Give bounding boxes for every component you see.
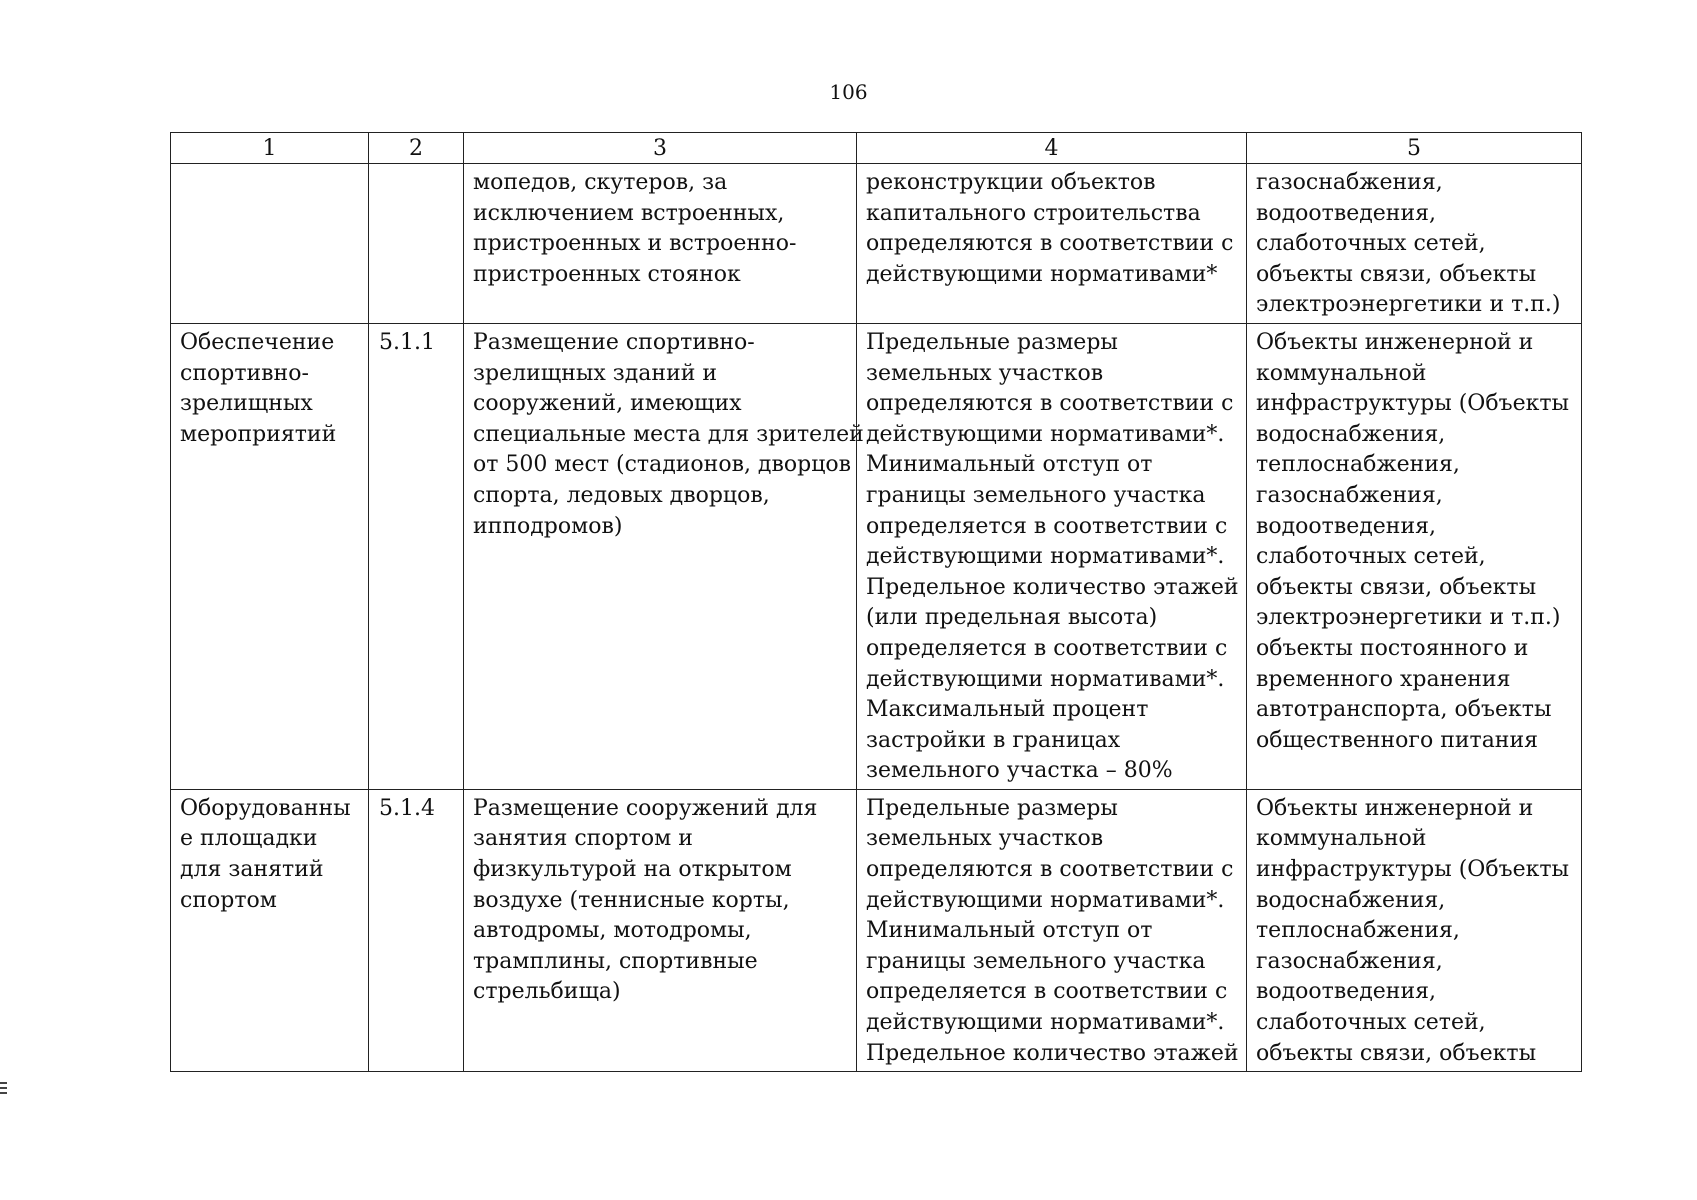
cell-text-line: зрелищных зданий и xyxy=(473,360,718,386)
cell-text-line: трамплины, спортивные xyxy=(473,948,758,974)
header-col-3: 3 xyxy=(464,133,857,164)
use-description-cell xyxy=(464,323,864,789)
use-code-cell xyxy=(369,789,464,1071)
parameters-cell xyxy=(857,323,1247,789)
cell-text-line: теплоснабжения, xyxy=(1256,452,1460,478)
auxiliary-uses-cell xyxy=(1247,789,1582,1071)
cell-text-line: пристроенных стоянок xyxy=(473,261,741,287)
cell-text-line: (или предельная высота) xyxy=(866,605,1158,631)
cell-text-line: Максимальный процент xyxy=(866,697,1149,723)
cell-text-line: газоснабжения, xyxy=(1256,948,1443,974)
cell-text-line: действующими нормативами*. xyxy=(866,421,1225,447)
cell-text-line: мероприятий xyxy=(180,421,337,447)
scan-edge-mark xyxy=(0,1082,7,1100)
cell-text-line: слаботочных сетей, xyxy=(1256,231,1486,257)
cell-text-line: действующими нормативами*. xyxy=(866,887,1225,913)
cell-text-line: для занятий xyxy=(180,857,324,883)
cell-text-line: определяются в соответствии с xyxy=(866,231,1234,257)
cell-text-line: действующими нормативами*. xyxy=(866,666,1225,692)
cell-text-line: водоотведения, xyxy=(1256,513,1437,539)
cell-text-line: Предельное количество этажей xyxy=(866,574,1239,600)
cell-text-line: е площадки xyxy=(180,826,318,852)
use-type-cell xyxy=(171,323,369,789)
cell-text-line: земельных участков xyxy=(866,826,1104,852)
cell-text-line: спорта, ледовых дворцов, xyxy=(473,482,770,508)
cell-text-line: Предельные размеры xyxy=(866,795,1118,821)
cell-text-line: слаботочных сетей, xyxy=(1256,544,1486,570)
cell-text-line: спортом xyxy=(180,887,277,913)
cell-text-line: автодромы, мотодромы, xyxy=(473,918,752,944)
header-col-5: 5 xyxy=(1247,133,1582,164)
cell-text-line: капитального строительства xyxy=(866,200,1201,226)
header-col-4: 4 xyxy=(857,133,1247,164)
cell-text-line: водоснабжения, xyxy=(1256,887,1446,913)
cell-text-line: занятия спортом и xyxy=(473,826,693,852)
cell-text-line: объекты связи, объекты xyxy=(1256,574,1537,600)
cell-text-line: спортивно- xyxy=(180,360,309,386)
cell-text-line: Предельные размеры xyxy=(866,329,1118,355)
cell-text-line: временного хранения xyxy=(1256,666,1511,692)
cell-text-line: реконструкции объектов xyxy=(866,170,1156,195)
cell-text-line: Объекты инженерной и xyxy=(1256,329,1534,355)
use-description-cell xyxy=(464,789,857,1071)
cell-text-line: коммунальной xyxy=(1256,826,1427,852)
table-row xyxy=(171,164,1582,324)
cell-text-line: Размещение спортивно- xyxy=(473,329,755,355)
cell-text-line: физкультурой на открытом xyxy=(473,857,792,883)
cell-text-line: стрельбища) xyxy=(473,979,621,1005)
table-header-row xyxy=(171,133,1582,164)
cell-text-line: объекты постоянного и xyxy=(1256,635,1529,661)
cell-text-line: газоснабжения, xyxy=(1256,170,1443,195)
cell-text-line: определяется в соответствии с xyxy=(866,635,1228,661)
auxiliary-uses-cell xyxy=(1247,164,1582,324)
cell-text-line: Предельное количество этажей xyxy=(866,1040,1239,1066)
page-number: 106 xyxy=(829,80,868,104)
cell-text-line: Объекты инженерной и xyxy=(1256,795,1534,821)
cell-text-line: водоотведения, xyxy=(1256,979,1437,1005)
cell-text-line: ипподромов) xyxy=(473,513,623,539)
cell-text-line: Минимальный отступ от xyxy=(866,452,1153,478)
cell-text-line: общественного питания xyxy=(1256,727,1539,753)
cell-text-line: зрелищных xyxy=(180,391,313,417)
parameters-cell xyxy=(857,164,1247,324)
cell-text-line: инфраструктуры (Объекты xyxy=(1256,857,1570,883)
auxiliary-uses-cell xyxy=(1247,323,1582,789)
cell-text-line: коммунальной xyxy=(1256,360,1427,386)
cell-text-line: Обеспечение xyxy=(180,329,335,355)
cell-text-line: действующими нормативами* xyxy=(866,261,1218,287)
cell-text-line: от 500 мест (стадионов, дворцов xyxy=(473,452,851,478)
cell-text-line: объекты связи, объекты xyxy=(1256,1040,1537,1066)
use-code-cell xyxy=(369,164,464,324)
cell-text-line: Оборудованны xyxy=(180,795,351,821)
use-description-cell xyxy=(464,164,857,324)
cell-text-line: специальные места для зрителей xyxy=(473,421,864,447)
cell-text-line: определяются в соответствии с xyxy=(866,391,1234,417)
zoning-table xyxy=(170,132,1582,1072)
cell-text-line: Размещение сооружений для xyxy=(473,795,818,821)
use-type-cell xyxy=(171,789,369,1071)
cell-text-line: автотранспорта, объекты xyxy=(1256,697,1552,723)
cell-text-line: действующими нормативами*. xyxy=(866,1010,1225,1036)
cell-text-line: электроэнергетики и т.п.) xyxy=(1256,605,1561,631)
cell-text-line: пристроенных и встроенно- xyxy=(473,231,797,257)
cell-text-line: земельного участка – 80% xyxy=(866,758,1173,784)
header-col-1: 1 xyxy=(171,133,369,164)
cell-text-line: земельных участков xyxy=(866,360,1104,386)
cell-text-line: границы земельного участка xyxy=(866,948,1206,974)
cell-text-line: водоснабжения, xyxy=(1256,421,1446,447)
cell-text-line: определяются в соответствии с xyxy=(866,857,1234,883)
cell-text-line: объекты связи, объекты xyxy=(1256,261,1537,287)
table-body xyxy=(171,164,1582,1072)
cell-text-line: мопедов, скутеров, за xyxy=(473,170,728,195)
cell-text-line: воздухе (теннисные корты, xyxy=(473,887,790,913)
header-col-2: 2 xyxy=(369,133,464,164)
cell-text-line: границы земельного участка xyxy=(866,482,1206,508)
parameters-cell xyxy=(857,789,1247,1071)
cell-text-line: газоснабжения, xyxy=(1256,482,1443,508)
cell-text-line: инфраструктуры (Объекты xyxy=(1256,391,1570,417)
cell-text-line: определяется в соответствии с xyxy=(866,513,1228,539)
cell-text-line: теплоснабжения, xyxy=(1256,918,1460,944)
table-row xyxy=(171,789,1582,1071)
cell-text-line: Минимальный отступ от xyxy=(866,918,1153,944)
cell-text-line: 5.1.4 xyxy=(379,795,435,821)
cell-text-line: сооружений, имеющих xyxy=(473,391,742,417)
table-row xyxy=(171,323,1582,789)
cell-text-line: электроэнергетики и т.п.) xyxy=(1256,292,1561,318)
cell-text-line: 5.1.1 xyxy=(379,329,435,355)
use-type-cell xyxy=(171,164,369,324)
cell-text-line: исключением встроенных, xyxy=(473,200,785,226)
cell-text-line: определяется в соответствии с xyxy=(866,979,1228,1005)
cell-text-line: водоотведения, xyxy=(1256,200,1437,226)
cell-text-line: слаботочных сетей, xyxy=(1256,1010,1486,1036)
use-code-cell xyxy=(369,323,464,789)
cell-text-line: застройки в границах xyxy=(866,727,1121,753)
cell-text-line: действующими нормативами*. xyxy=(866,544,1225,570)
